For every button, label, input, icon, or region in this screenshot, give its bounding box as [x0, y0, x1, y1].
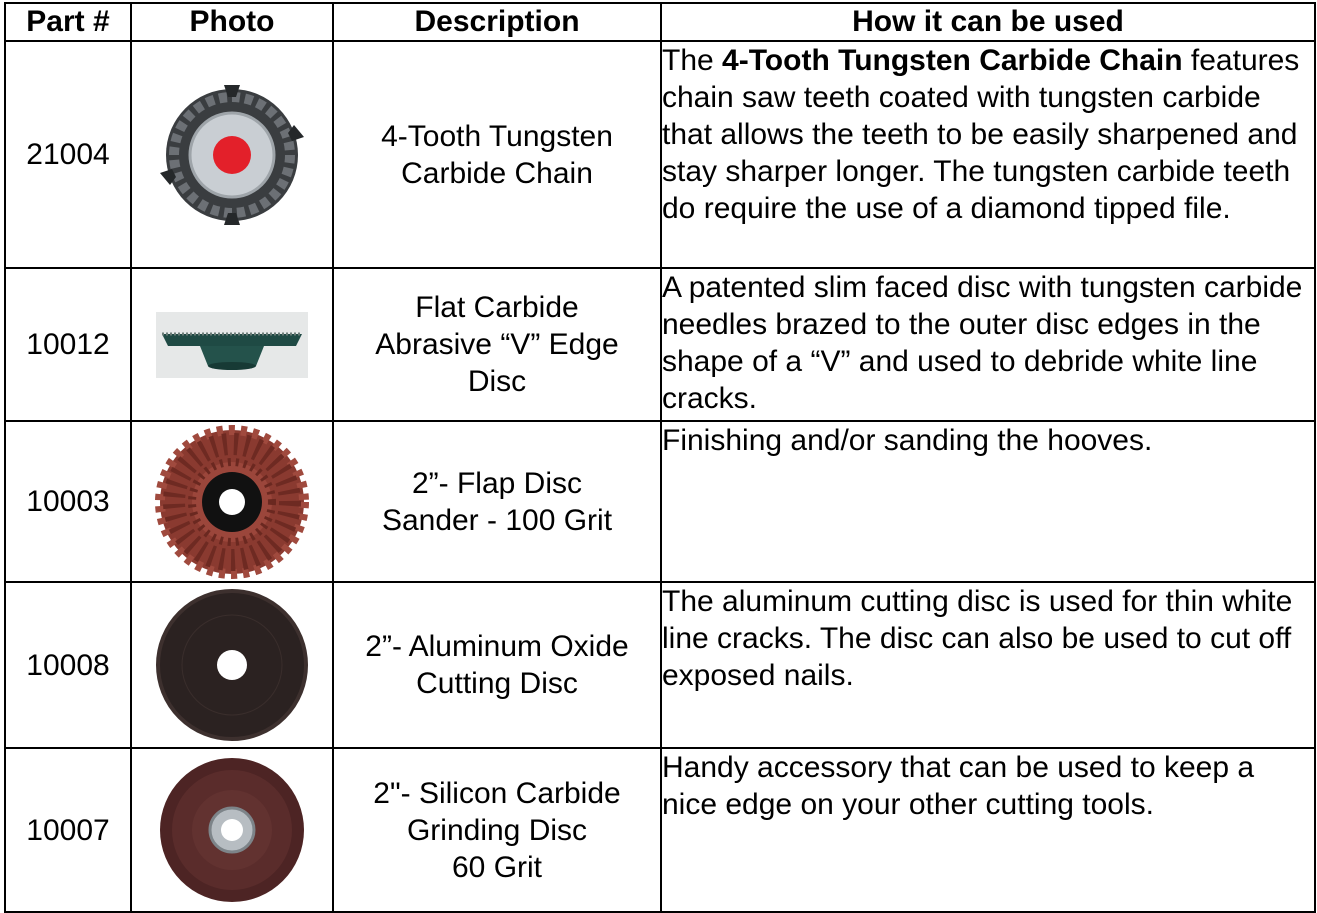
- header-description: Description: [333, 3, 661, 41]
- part-number: 10012: [5, 268, 131, 421]
- description: [333, 748, 661, 912]
- table-row: [5, 268, 1315, 421]
- flap-disc-photo: [154, 424, 310, 580]
- description-line: 60 Grit: [451, 850, 543, 884]
- table-row: [5, 421, 1315, 582]
- carbide-chain-disc-photo: [154, 77, 310, 233]
- description: [333, 268, 661, 421]
- description: [333, 41, 661, 268]
- usage-text: The aluminum cutting disc is used for thin white line cracks. The disc can also be used to cut off exposed nails.: [661, 582, 1315, 748]
- description-line: Cutting Disc: [416, 667, 578, 700]
- description-line: Disc: [467, 365, 527, 398]
- part-number: 10003: [5, 421, 131, 582]
- usage-rest: features chain saw teeth coated with tungsten carbide that allows the teeth to be easily sharpened and stay sharper longer. The tungsten carbide teeth do require the use of a diamond tipped file.: [662, 44, 1300, 225]
- usage-prefix: The: [662, 44, 723, 77]
- usage-bold-product-name: 4-Tooth Tungsten Carbide Chain: [722, 44, 1183, 77]
- description-line: 2”- Aluminum Oxide: [365, 630, 629, 663]
- header-usage: How it can be used: [661, 3, 1315, 41]
- product-photo: [131, 41, 333, 268]
- description-line: Sander - 100 Grit: [381, 503, 613, 537]
- usage-text: Finishing and/or sanding the hooves.: [661, 421, 1315, 582]
- product-photo: [131, 421, 333, 582]
- usage-text: Handy accessory that can be used to keep a nice edge on your other cutting tools.: [661, 748, 1315, 912]
- header-part-number: Part #: [5, 3, 131, 41]
- table-row: [5, 41, 1315, 268]
- part-number: 21004: [5, 41, 131, 268]
- header-row: [5, 3, 1315, 41]
- description-line: Grinding Disc: [406, 813, 588, 847]
- table-row: [5, 582, 1315, 748]
- part-number: 10008: [5, 582, 131, 748]
- product-photo: [131, 748, 333, 912]
- description-line: Flat Carbide: [415, 291, 579, 324]
- description: [333, 582, 661, 748]
- usage-text: [661, 41, 1315, 268]
- description-line: Carbide Chain: [401, 156, 593, 190]
- part-number: 10007: [5, 748, 131, 912]
- flat-carbide-disc-photo: [156, 312, 308, 378]
- description-line: 4-Tooth Tungsten: [381, 119, 613, 153]
- description: [333, 421, 661, 582]
- grinding-disc-photo: [156, 754, 308, 906]
- description-line: 2"- Silicon Carbide: [373, 776, 621, 810]
- product-photo: [131, 268, 333, 421]
- usage-text: A patented slim faced disc with tungsten carbide needles brazed to the outer disc edges in the shape of a “V” and used to debride white line cracks.: [661, 268, 1315, 421]
- parts-table: [4, 2, 1316, 913]
- description-line: 2”- Flap Disc: [411, 466, 583, 500]
- product-photo: [131, 582, 333, 748]
- description-line: Abrasive “V” Edge: [375, 328, 619, 361]
- cutting-disc-photo: [154, 587, 310, 743]
- table-row: [5, 748, 1315, 912]
- header-photo: Photo: [131, 3, 333, 41]
